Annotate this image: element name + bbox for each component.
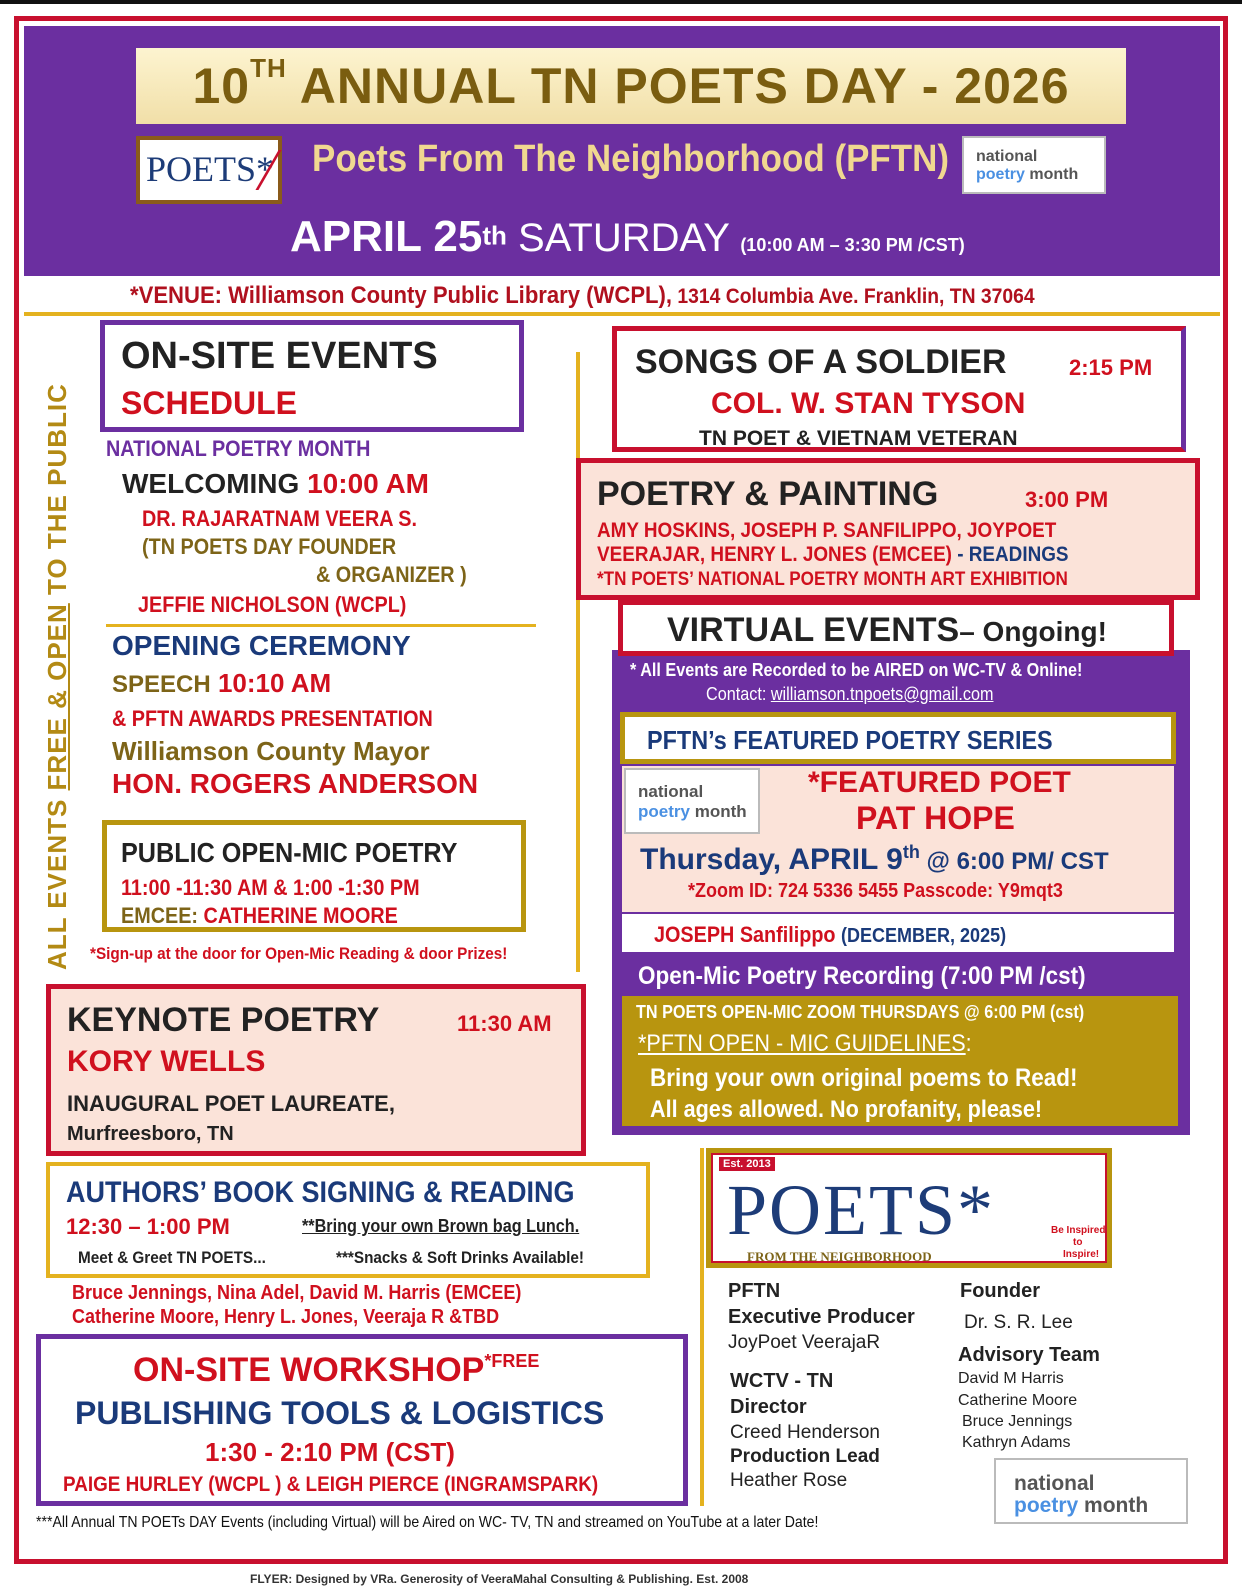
- credits-rule: [700, 1148, 704, 1506]
- poets-logo-large: Est. 2013 POETS* FROM THE NEIGHBORHOOD Be Inspired to Inspire!: [706, 1148, 1112, 1268]
- mayor-title: Williamson County Mayor: [112, 736, 430, 766]
- npm-badge-featured: national poetry month: [624, 768, 760, 834]
- exec-label: Executive Producer: [728, 1306, 915, 1328]
- director-label: Director: [730, 1396, 807, 1418]
- column-divider: [576, 352, 580, 972]
- advisory-label: Advisory Team: [958, 1344, 1100, 1366]
- subtitle: Poets From The Neighborhood (PFTN): [312, 138, 950, 180]
- director-name: Creed Henderson: [730, 1422, 880, 1443]
- contact-email-link[interactable]: williamson.tnpoets@gmail.com: [770, 684, 994, 704]
- pftn-label: PFTN: [728, 1280, 781, 1302]
- zoom-thursdays: TN POETS OPEN-MIC ZOOM THURSDAYS @ 6:00 PM (cst): [636, 1002, 1085, 1022]
- rule-2: All ages allowed. No profanity, please!: [650, 1096, 1043, 1123]
- welcoming: WELCOMING 10:00 AM: [122, 468, 429, 499]
- poets-logo-small: [136, 136, 282, 204]
- footer-note: ***All Annual TN POETs DAY Events (including Virtual) will be Aired on WC- TV, TN and streamed on YouTube at a later Date!: [36, 1514, 819, 1531]
- awards: & PFTN AWARDS PRESENTATION: [112, 706, 433, 731]
- founder-label: Founder: [960, 1280, 1040, 1302]
- npm-label: NATIONAL POETRY MONTH: [106, 436, 371, 461]
- keynote-box: KEYNOTE POETRY 11:30 AM KORY WELLS INAUGURAL POET LAUREATE, Murfreesboro, TN: [46, 984, 586, 1156]
- authors-names-2: Catherine Moore, Henry L. Jones, Veeraja R &TBD: [72, 1306, 500, 1328]
- event-date: APRIL 25th SATURDAY (10:00 AM – 3:30 PM /CST): [290, 212, 965, 261]
- founder-role-2: & ORGANIZER ): [316, 562, 467, 587]
- free-open-banner: ALL EVENTS FREE & OPEN TO THE PUBLIC: [42, 383, 72, 970]
- recording-line: Open-Mic Poetry Recording (7:00 PM /cst): [638, 962, 1086, 990]
- rule-1: Bring your own original poems to Read!: [650, 1064, 1078, 1092]
- workshop-box: ON-SITE $WORKSHOP^{*FREE}$ PUBLISHING TOOLS & LOGISTICS 1:30 - 2:10 PM (CST) PAIGE HURLEY (WCPL ) & LEIGH PIERCE (INGRAMSPARK): [36, 1334, 688, 1506]
- series-box: PFTN’s FEATURED POETRY SERIES: [620, 712, 1176, 764]
- soldier-box: SONGS OF A SOLDIER 2:15 PM COL. W. STAN TYSON TN POET & VIETNAM VETERAN: [612, 326, 1186, 452]
- advisory-member: Kathryn Adams: [962, 1434, 1071, 1451]
- jeffie: JEFFIE NICHOLSON (WCPL): [138, 592, 407, 617]
- prod-label: Production Lead: [730, 1446, 880, 1467]
- prod-name: Heather Rose: [730, 1470, 848, 1491]
- authors-names-1: Bruce Jennings, Nina Adel, David M. Harris (EMCEE): [72, 1282, 522, 1304]
- venue: *VENUE: Williamson County Public Library (WCPL), 1314 Columbia Ave. Franklin, TN 37064: [130, 282, 1035, 309]
- logo-text: POETS*: [146, 149, 275, 189]
- founder-role: (TN POETS DAY FOUNDER: [142, 534, 397, 559]
- featured-box: *FEATURED POET PAT HOPE Thursday, APRIL 9th @ 6:00 PM/ CST *Zoom ID: 724 5336 5455 Passcode: Y9mqt3: [622, 766, 1174, 912]
- top-rule: [0, 0, 1242, 4]
- founder-credit-name: Dr. S. R. Lee: [964, 1312, 1073, 1333]
- onsite-header-box: ON-SITE EVENTS SCHEDULE: [100, 320, 524, 432]
- advisory-member: David M Harris: [958, 1370, 1064, 1387]
- founder-name: DR. RAJARATNAM VEERA S.: [142, 506, 418, 531]
- mayor-name: HON. ROGERS ANDERSON: [112, 768, 479, 799]
- virtual-title-box: VIRTUAL EVENTS– Ongoing!: [618, 600, 1174, 656]
- open-mic-box: PUBLIC OPEN-MIC POETRY 11:00 -11:30 AM & 1:00 -1:30 PM EMCEE: CATHERINE MOORE: [102, 820, 526, 932]
- previous-poet-bar: JOSEPH Sanfilippo (DECEMBER, 2025): [622, 914, 1174, 952]
- exec-name: JoyPoet VeerajaR: [728, 1332, 881, 1353]
- designer-credit: FLYER: Designed by VRa. Generosity of VeeraMahal Consulting & Publishing. Est. 2008: [250, 1572, 749, 1586]
- advisory-member: Bruce Jennings: [962, 1413, 1073, 1430]
- section-rule: [106, 624, 536, 627]
- recorded-note: * All Events are Recorded to be AIRED on WC-TV & Online!: [630, 660, 1083, 680]
- authors-box: AUTHORS’ BOOK SIGNING & READING 12:30 – 1:00 PM **Bring your own Brown bag Lunch. Meet & Greet TN POETS... ***Snacks & Soft Drinks Available!: [46, 1162, 650, 1278]
- guidelines-title: *PFTN OPEN - MIC GUIDELINES:: [638, 1030, 972, 1057]
- wctv-label: WCTV - TN: [730, 1370, 834, 1392]
- opening-ceremony: OPENING CEREMONY: [112, 630, 411, 661]
- painting-box: POETRY & PAINTING 3:00 PM AMY HOSKINS, JOSEPH P. SANFILIPPO, JOYPOET VEERAJAR, HENRY L. JONES (EMCEE) - READINGS *TN POETS’ NATIONAL POETRY MONTH ART EXHIBITION: [576, 458, 1200, 600]
- signup-note: *Sign-up at the door for Open-Mic Reading & door Prizes!: [90, 944, 508, 963]
- speech: SPEECH 10:10 AM: [112, 668, 332, 698]
- advisory-member: Catherine Moore: [958, 1392, 1078, 1409]
- contact: Contact: williamson.tnpoets@gmail.com: [706, 684, 994, 704]
- npm-badge-header: national poetry month: [962, 136, 1106, 194]
- venue-rule: [24, 312, 1220, 316]
- npm-badge-footer: national poetry month: [994, 1458, 1188, 1524]
- page-title: 10TH ANNUAL TN POETS DAY - 2026: [136, 48, 1126, 124]
